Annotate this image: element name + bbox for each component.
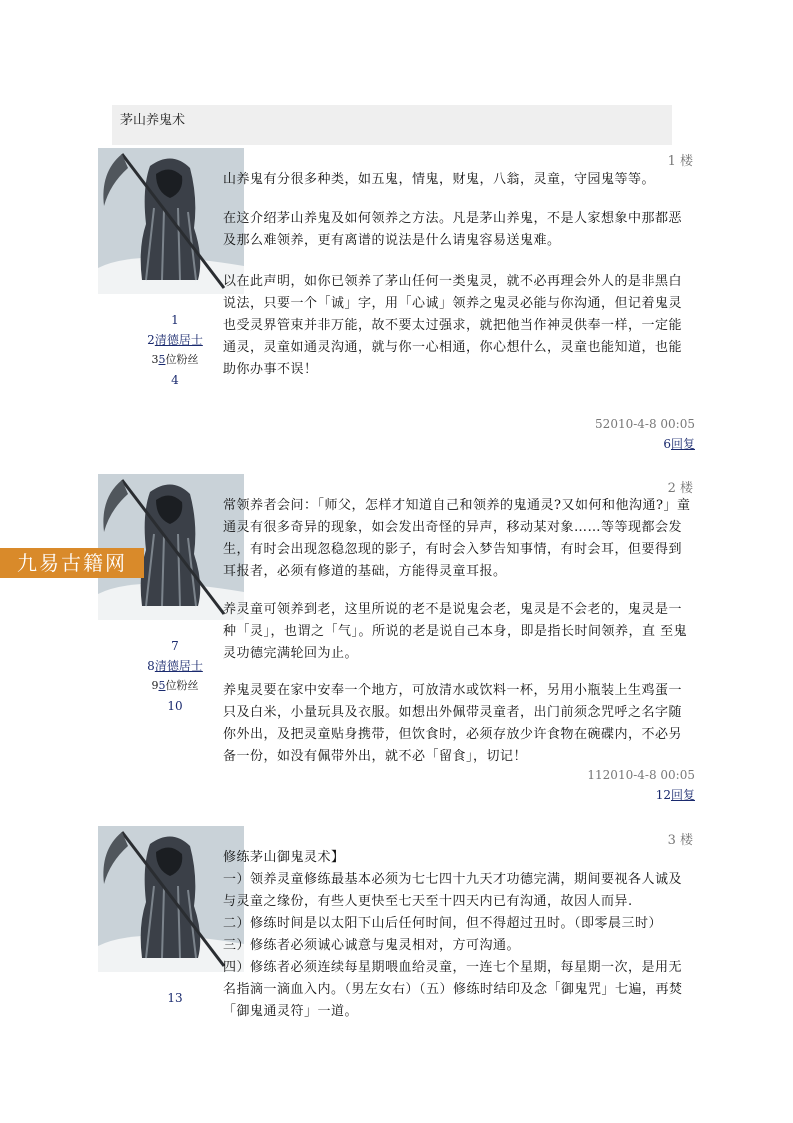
- info-num: 3: [151, 353, 159, 366]
- user-info: [130, 310, 220, 390]
- post-paragraph: 山养鬼有分很多种类，如五鬼，情鬼，财鬼，八翁，灵童，守园鬼等等。: [223, 172, 656, 187]
- reply-link[interactable]: 回复: [670, 437, 695, 451]
- reply-number: 12: [655, 788, 671, 802]
- floor-number: 3 楼: [667, 833, 693, 848]
- fans-line: [130, 350, 220, 370]
- info-num: 8: [147, 659, 155, 673]
- info-line: 13: [167, 991, 183, 1005]
- fans-line: [130, 676, 220, 696]
- fans-count-link[interactable]: 5: [158, 679, 166, 692]
- post-paragraph: 常领养者会问：「师父，怎样才知道自己和领养的鬼通灵?又如何和他沟通?」童通灵有很多奇异的现象，如会发出奇怪的异声，移动某对象……等等现都会发生，有时会出现忽稳忽现的影子，有时会入梦告知事情，有时会耳，但要得到耳报者，必须有修道的基础，方能得灵童耳报。: [223, 498, 691, 579]
- post-paragraph: 养灵童可领养到老，这里所说的老不是说鬼会老，鬼灵是不会老的，鬼灵是一种「灵」，也谓之「气」。所说的老是说自己本身，即是指长时间领养，直 至鬼灵功德完满轮回为止。: [223, 602, 688, 661]
- username-line: [130, 330, 220, 350]
- floor-number: 2 楼: [667, 481, 693, 496]
- fans-label: 位粉丝: [165, 353, 199, 366]
- watermark-banner: 九易古籍网: [0, 548, 144, 578]
- post-timestamp: 52010-4-8 00:05: [595, 417, 695, 431]
- thread-title: 茅山养鬼术: [112, 105, 672, 145]
- fans-count-link[interactable]: 5: [158, 353, 166, 366]
- post-paragraph: 在这介绍茅山养鬼及如何领养之方法。凡是茅山养鬼，不是人家想象中那都恶及那么难领养，更有离谱的说法是什么请鬼容易送鬼难。: [223, 211, 683, 248]
- user-info: [130, 988, 220, 1008]
- user-info: [130, 636, 220, 716]
- post-timestamp: 112010-4-8 00:05: [587, 768, 695, 782]
- info-num: 9: [151, 679, 159, 692]
- post-paragraph: 养鬼灵要在家中安奉一个地方，可放清水或饮料一杯，另用小瓶装上生鸡蛋一只及白米，小量玩具及衣服。如想出外佩带灵童者，出门前须念咒呼之名字随你外出，及把灵童贴身携带，但饮食时，必须存放少许食物在碗碟内，不必另备一份，如没有佩带外出，就不必「留食」，切记！: [223, 683, 683, 764]
- floor-number: 1 楼: [667, 154, 693, 169]
- username-line: [130, 656, 220, 676]
- reply-line: [595, 434, 695, 454]
- info-line: 4: [171, 373, 179, 387]
- info-line: 10: [167, 699, 183, 713]
- post-paragraph: 修练茅山御鬼灵术】: [223, 850, 345, 865]
- reply-link[interactable]: 回复: [670, 788, 695, 802]
- post-meta: [595, 414, 695, 454]
- username-link[interactable]: 清德居士: [154, 659, 203, 673]
- post-paragraph: 四）修练者必须连续每星期喂血给灵童，一连七个星期，每星期一次，是用无名指滴一滴血入内。（男左女右）（五）修练时结印及念「御鬼咒」七遍，再焚「御鬼通灵符」一道。: [223, 960, 683, 1019]
- info-line: 1: [171, 313, 179, 327]
- post-paragraph: 以在此声明，如你已领养了茅山任何一类鬼灵，就不必再理会外人的是非黑白说法，只要一个「诚」字，用「心诚」领养之鬼灵必能与你沟通，但记着鬼灵也受灵界管束并非万能，故不要太过强求，就把他当作神灵供奉一样，一定能通灵，灵童如通灵沟通，就与你一心相通，你心想什么，灵童也能知道，也能助你办事不误！: [223, 274, 683, 377]
- post-paragraph: 二）修练时间是以太阳下山后任何时间，但不得超过丑时。（即零晨三时）: [223, 916, 663, 931]
- post-paragraph: 一）领养灵童修练最基本必须为七七四十九天才功德完满，期间要视各人诚及与灵童之缘份，有些人更快至七天至十四天内已有沟通，故因人而异.: [223, 872, 683, 909]
- post-meta: [587, 765, 695, 805]
- post-paragraph: 三）修练者必须诚心诚意与鬼灵相对，方可沟通。: [223, 938, 521, 953]
- username-link[interactable]: 清德居士: [154, 333, 203, 347]
- reply-line: [587, 785, 695, 805]
- fans-label: 位粉丝: [165, 679, 199, 692]
- reply-number: 6: [663, 437, 671, 451]
- info-num: 2: [147, 333, 155, 347]
- info-line: 7: [171, 639, 179, 653]
